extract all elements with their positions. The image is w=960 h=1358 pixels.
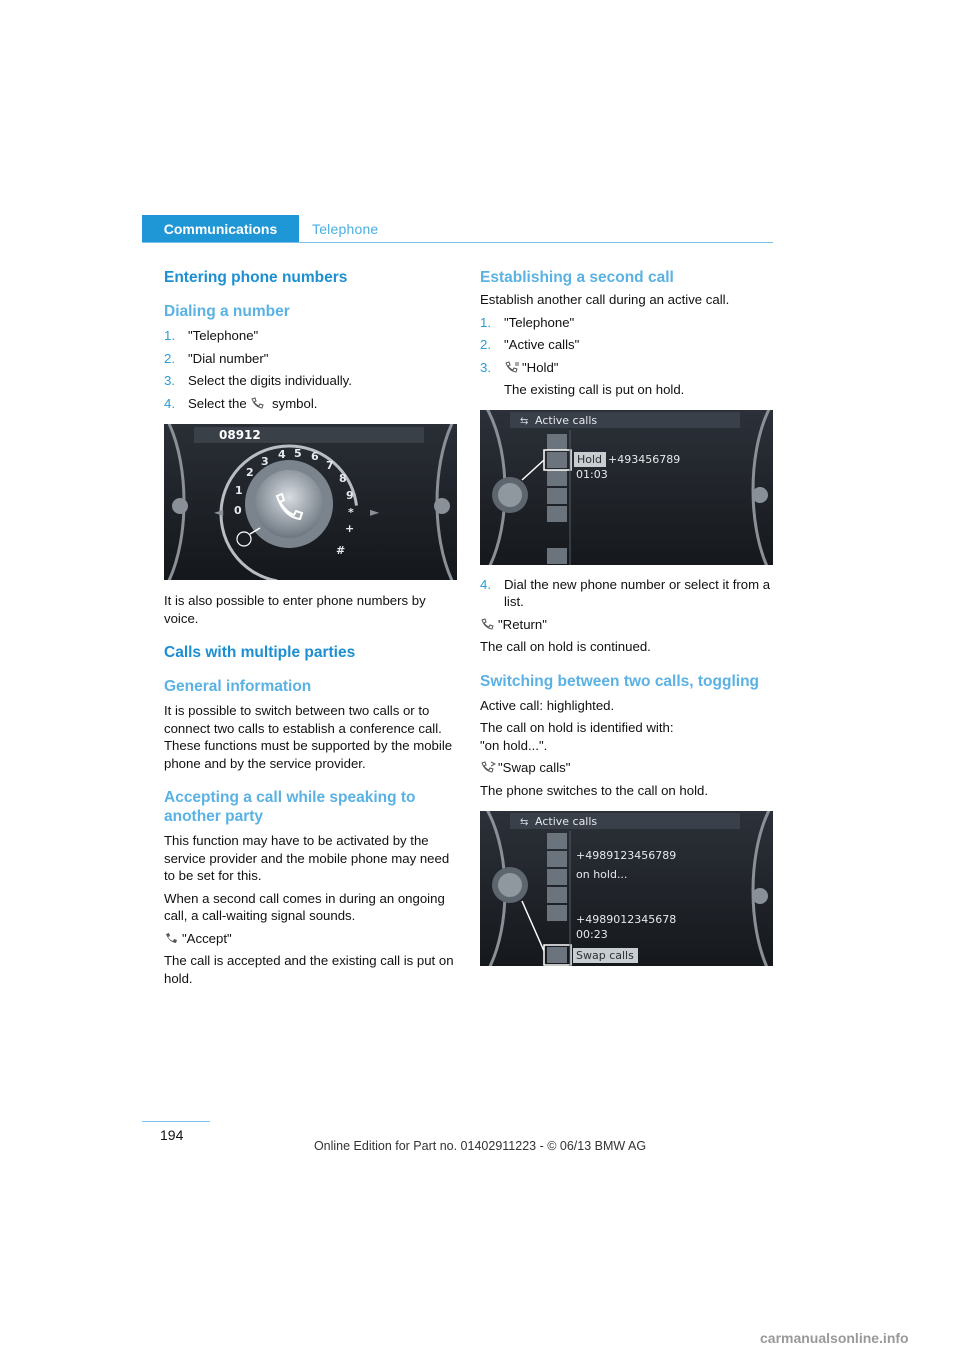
return-label: "Return": [480, 616, 775, 634]
screenshot-dial-speller: [164, 424, 457, 580]
svg-text:01:03: 01:03: [576, 467, 608, 481]
svg-text:00:23: 00:23: [576, 928, 608, 941]
hold-icon: [504, 361, 520, 373]
watermark: carmanualsonline.info: [760, 1330, 909, 1346]
heading-dialing: Dialing a number: [164, 303, 290, 320]
heading-toggle: Switching between two calls, toggling: [480, 672, 760, 690]
second-step-4: 4. Dial the new phone number or select it from a list.: [480, 576, 771, 609]
accept-label: "Accept": [164, 930, 459, 948]
dial-digit: 2: [246, 466, 254, 479]
svg-text:+4989123456789: +4989123456789: [576, 849, 677, 862]
second-step-1: 1. "Telephone": [480, 314, 575, 330]
second-intro: Establish another call during an active call.: [480, 292, 730, 307]
voice-text: It is also possible to enter phone numbers by voice.: [164, 593, 426, 626]
dial-digit: #: [336, 544, 346, 557]
screenshot-swap-calls: [480, 811, 773, 966]
right-column: [480, 268, 775, 966]
swap-label: "Swap calls": [480, 759, 775, 777]
svg-text:+493456789: +493456789: [608, 452, 681, 466]
svg-text:⇆: ⇆: [520, 415, 529, 427]
dial-step-1: 1. "Telephone": [164, 328, 259, 343]
continued-text: The call on hold is continued.: [480, 639, 651, 654]
return-icon: [480, 618, 496, 630]
svg-text:►: ►: [370, 505, 380, 519]
handset-icon: [164, 932, 180, 944]
dial-digit: 6: [311, 450, 319, 463]
dial-step-3: 3. Select the digits individually.: [164, 373, 352, 388]
toggle-text-1: Active call: highlighted.: [480, 697, 615, 713]
svg-text:◄: ◄: [214, 505, 224, 519]
accept-text-1: This function may have to be activated by the service provider and the mobile phone may need to be set for this.: [164, 833, 450, 883]
toggle-text-4: The phone switches to the call on hold.: [480, 782, 708, 798]
general-text: It is possible to switch between two calls or to connect two calls to establish a conference call. These functions must be supported by the mobile phone and by the service provider.: [164, 703, 453, 771]
subsection-title: Telephone: [312, 221, 379, 237]
heading-general: General information: [164, 678, 312, 695]
handset-icon: [250, 397, 266, 409]
svg-text:Swap calls: Swap calls: [576, 949, 634, 962]
toggle-text-3: "on hold...".: [480, 737, 548, 753]
left-column: [164, 268, 459, 992]
shot1-title: 08912: [219, 428, 261, 442]
accept-text-2: When a second call comes in during an ongoing call, a call-waiting signal sounds.: [164, 890, 445, 923]
heading-second: Establishing a second call: [480, 269, 674, 286]
swap-calls-icon: [480, 761, 496, 773]
dial-step-2: 2. "Dial number": [164, 350, 269, 366]
dial-step-4: 4. Select the symbol.: [164, 395, 318, 411]
accept-text-3: The call is accepted and the existing call is put on hold.: [164, 953, 454, 986]
svg-text:Active calls: Active calls: [535, 413, 598, 427]
svg-text:+4989012345678: +4989012345678: [576, 913, 677, 926]
dial-digit: 7: [326, 459, 334, 472]
page-number: 194: [160, 1127, 184, 1143]
dial-digit: *: [348, 506, 354, 519]
dial-digit: 5: [294, 447, 302, 460]
toggle-text-2: The call on hold is identified with:: [480, 720, 674, 735]
svg-text:on hold...: on hold...: [576, 868, 628, 881]
heading-accept: Accepting a call while speaking to another party: [164, 789, 416, 825]
svg-text:⇆: ⇆: [520, 817, 529, 828]
heading-multi: Calls with multiple parties: [164, 644, 356, 661]
dial-digit: 4: [278, 448, 286, 461]
second-step-2: 2. "Active calls": [480, 337, 580, 352]
dial-digit: 0: [234, 504, 242, 517]
heading-entering: Entering phone numbers: [164, 269, 348, 286]
dial-digit: 1: [235, 484, 243, 497]
second-step-3: 3. "Hold": [480, 359, 559, 375]
edition-note: Online Edition for Part no. 01402911223 - © 06/13 BMW AG: [313, 1139, 647, 1153]
screenshot-active-calls-hold: [480, 410, 773, 565]
dial-digit: 8: [339, 472, 347, 485]
dial-digit: +: [345, 522, 355, 535]
dial-digit: 9: [346, 489, 354, 502]
hold-note: The existing call is put on hold.: [504, 382, 685, 397]
svg-text:Hold: Hold: [577, 452, 603, 466]
footer-divider: [142, 1121, 210, 1122]
dial-digit: 3: [261, 455, 269, 468]
section-tab: Communications: [142, 215, 299, 242]
header-divider: [142, 242, 773, 243]
svg-text:Active calls: Active calls: [535, 815, 598, 828]
